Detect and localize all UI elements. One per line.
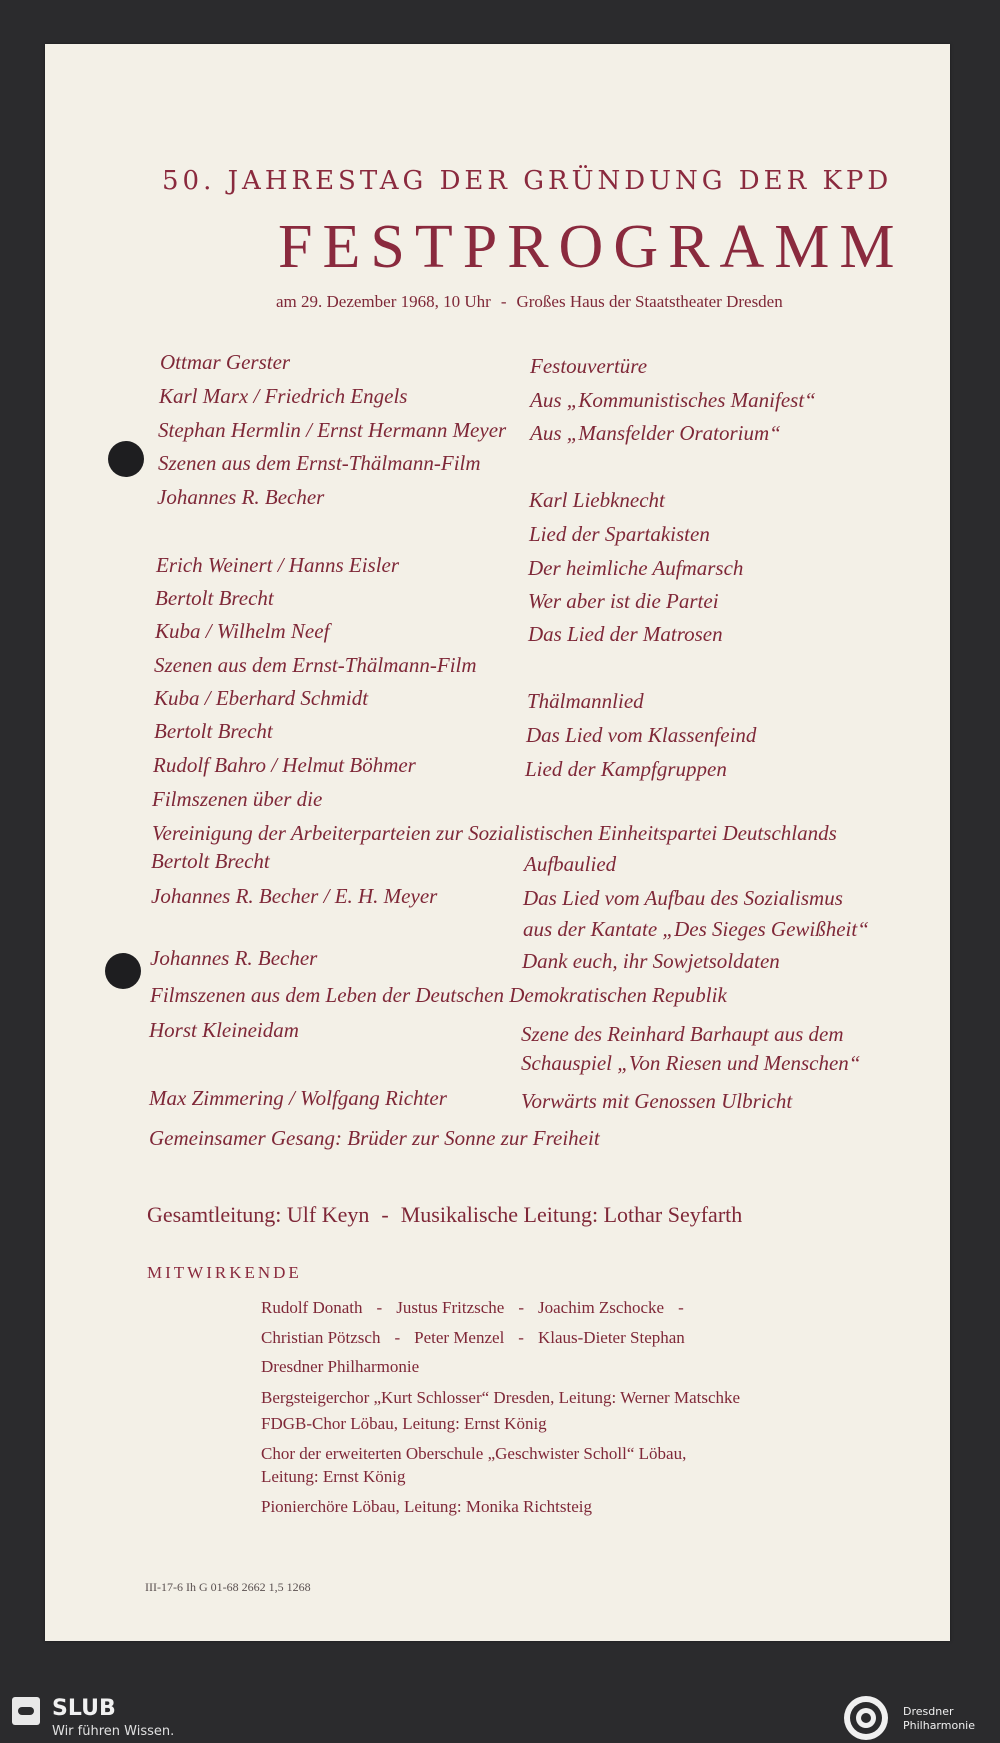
program-author: Kuba / Wilhelm Neef	[155, 619, 330, 643]
print-code: III-17-6 Ih G 01-68 2662 1,5 1268	[145, 1580, 311, 1594]
program-author: Erich Weinert / Hanns Eisler	[156, 553, 400, 577]
program-work: Das Lied vom Aufbau des Sozialismus	[523, 886, 843, 910]
program-work: Festouvertüre	[530, 354, 648, 378]
performer: Peter Menzel	[414, 1328, 505, 1347]
program-film-scene: Filmszenen aus dem Leben der Deutschen Demokratischen Republik	[150, 983, 727, 1007]
program-work: Aus „Kommunistisches Manifest“	[530, 388, 816, 412]
slub-logo-icon	[12, 1697, 40, 1725]
event-venue: Großes Haus der Staatstheater Dresden	[516, 292, 783, 311]
mitwirkende-line-2	[261, 1327, 685, 1349]
performer: Christian Pötzsch	[261, 1328, 381, 1347]
program-work: Dank euch, ihr Sowjetsoldaten	[522, 949, 780, 973]
program-work: Lied der Kampfgruppen	[525, 757, 727, 781]
punch-hole	[105, 953, 141, 989]
program-work: aus der Kantate „Des Sieges Gewißheit“	[523, 917, 869, 941]
separator: -	[381, 1202, 389, 1227]
program-work: Aufbaulied	[524, 852, 617, 876]
ensemble: Dresdner Philharmonie	[261, 1357, 420, 1376]
program-author: Max Zimmering / Wolfgang Richter	[149, 1086, 447, 1110]
philharmonie-logo-icon	[842, 1694, 890, 1742]
performer: Justus Fritzsche	[396, 1298, 505, 1317]
program-title: FESTPROGRAMM	[278, 213, 905, 281]
program-author: Karl Marx / Friedrich Engels	[159, 384, 408, 408]
direction-line	[147, 1202, 742, 1228]
library-name: SLUB	[52, 1696, 116, 1721]
separator: -	[518, 1328, 524, 1347]
library-tagline: Wir führen Wissen.	[52, 1724, 175, 1739]
program-work: Szene des Reinhard Barhaupt aus dem	[521, 1022, 844, 1046]
ensemble: Bergsteigerchor „Kurt Schlosser“ Dresden, Leitung: Werner Matschke	[261, 1388, 741, 1407]
program-work: Aus „Mansfelder Oratorium“	[530, 421, 781, 445]
program-author: Ottmar Gerster	[160, 350, 291, 374]
program-author: Stephan Hermlin / Ernst Hermann Meyer	[158, 418, 507, 442]
program-author: Horst Kleineidam	[149, 1018, 299, 1042]
program-author: Bertolt Brecht	[151, 849, 270, 873]
program-author: Johannes R. Becher	[157, 485, 325, 509]
performer: Rudolf Donath	[261, 1298, 363, 1317]
performer: Joachim Zschocke	[538, 1298, 665, 1317]
event-date: am 29. Dezember 1968, 10 Uhr	[276, 292, 491, 311]
date-venue-line	[276, 292, 783, 312]
program-author: Johannes R. Becher / E. H. Meyer	[151, 884, 438, 908]
partner-name-line-2: Philharmonie	[903, 1719, 975, 1732]
performer: Klaus-Dieter Stephan	[537, 1328, 685, 1347]
separator: -	[500, 292, 507, 311]
anniversary-heading: 50. JAHRESTAG DER GRÜNDUNG DER KPD	[162, 166, 893, 196]
gesamtleitung: Gesamtleitung: Ulf Keyn	[147, 1202, 370, 1227]
program-work: Vorwärts mit Genossen Ulbricht	[521, 1089, 793, 1113]
program-author: Kuba / Eberhard Schmidt	[154, 686, 369, 710]
separator: -	[678, 1298, 684, 1317]
program-film-scene: Vereinigung der Arbeiterparteien zur Sozialistischen Einheitspartei Deutschlands	[152, 821, 837, 845]
partner-name	[903, 1705, 975, 1733]
separator: -	[376, 1298, 383, 1317]
program-work: Das Lied vom Klassenfeind	[526, 723, 757, 747]
separator: -	[518, 1298, 525, 1317]
program-work: Das Lied der Matrosen	[528, 622, 723, 646]
ensemble: Chor der erweiterten Oberschule „Geschwister Scholl“ Löbau,	[261, 1444, 687, 1463]
program-author: Rudolf Bahro / Helmut Böhmer	[153, 753, 416, 777]
mitwirkende-line-1	[261, 1297, 698, 1319]
program-work: Wer aber ist die Partei	[528, 589, 719, 613]
musikalische-leitung: Musikalische Leitung: Lothar Seyfarth	[400, 1202, 743, 1227]
ensemble: Leitung: Ernst König	[261, 1467, 406, 1486]
program-author: Bertolt Brecht	[155, 586, 274, 610]
program-finale: Gemeinsamer Gesang: Brüder zur Sonne zur Freiheit	[149, 1126, 600, 1150]
mitwirkende-heading: MITWIRKENDE	[147, 1263, 302, 1282]
punch-hole	[108, 441, 144, 477]
program-work: Lied der Spartakisten	[529, 522, 710, 546]
program-work: Schauspiel „Von Riesen und Menschen“	[521, 1051, 861, 1075]
program-film-scene: Szenen aus dem Ernst-Thälmann-Film	[154, 653, 477, 677]
ensemble: Pionierchöre Löbau, Leitung: Monika Richtsteig	[261, 1497, 592, 1516]
program-author: Bertolt Brecht	[154, 719, 273, 743]
separator: -	[394, 1328, 401, 1347]
partner-name-line-1: Dresdner	[903, 1705, 954, 1718]
program-film-scene: Szenen aus dem Ernst-Thälmann-Film	[158, 451, 481, 475]
program-author: Johannes R. Becher	[150, 946, 318, 970]
program-film-scene: Filmszenen über die	[152, 787, 323, 811]
ensemble: FDGB-Chor Löbau, Leitung: Ernst König	[261, 1414, 547, 1433]
program-work: Karl Liebknecht	[529, 488, 665, 512]
program-work: Der heimliche Aufmarsch	[528, 556, 744, 580]
program-work: Thälmannlied	[527, 689, 644, 713]
